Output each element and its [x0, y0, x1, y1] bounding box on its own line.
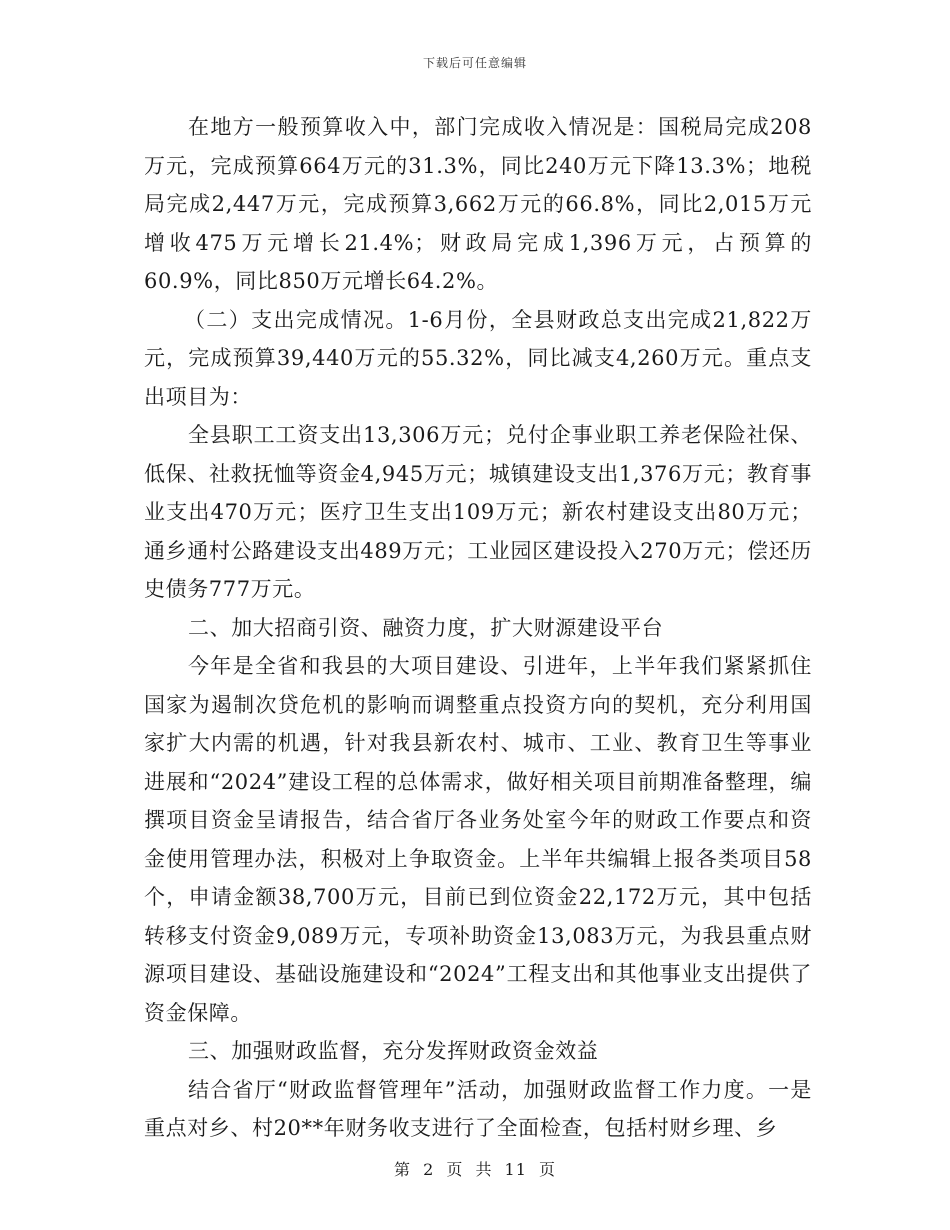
paragraph-project-funding: 今年是全省和我县的大项目建设、引进年，上半年我们紧紧抓住国家为遏制次贷危机的影响而调整重点投资方向的契机，充分利用国家扩大内需的机遇，针对我县新农村、城市、工业、教育卫生等事业进展和“2024”建设工程的总体需求，做好相关项目前期准备整理，编撰项目资金呈请报告，结合省厅各业务处室今年的财政工作要点和资金使用管理办法，积极对上争取资金。上半年共编辑上报各类项目58个，申请金额38,700万元，目前已到位资金22,172万元，其中包括转移支付资金9,089万元，专项补助资金13,083万元，为我县重点财源项目建设、基础设施建设和“2024”工程支出和其他事业支出提供了资金保障。 [144, 654, 812, 1025]
header-note: 下载后可任意编辑 [422, 56, 527, 70]
paragraph-revenue-by-department: 在地方一般预算收入中，部门完成收入情况是：国税局完成208万元，完成预算664万元的31.3%，同比240万元下降13.3%；地税局完成2,447万元，完成预算3,662万元的66.8%，同比2,015万元增收475万元增长21.4%；财政局完成1,396万元，占预算的60.9%，同比850万元增长64.2%。 [144, 115, 812, 293]
document-body [144, 108, 812, 1148]
paragraph-supervision: 结合省厅“财政监督管理年”活动，加强财政监督工作力度。一是重点对乡、村20**年财务收支进行了全面检查，包括村财乡理、乡 [144, 1077, 812, 1140]
paragraph-key-expenditures: 全县职工工资支出13,306万元；兑付企事业职工养老保险社保、低保、社救抚恤等资金4,945万元；城镇建设支出1,376万元；教育事业支出470万元；医疗卫生支出109万元；新农村建设支出80万元；通乡通村公路建设支出489万元；工业园区建设投入270万元；偿还历史债务777万元。 [144, 423, 812, 601]
paragraph-expenditure-summary: （二）支出完成情况。1-6月份，全县财政总支出完成21,822万元，完成预算39,440万元的55.32%，同比减支4,260万元。重点支出项目为： [144, 307, 812, 409]
section-heading-investment: 二、加大招商引资、融资力度，扩大财源建设平台 [188, 615, 664, 640]
page-number-footer: 第 2 页 共 11 页 [394, 1160, 556, 1179]
section-heading-supervision: 三、加强财政监督，充分发挥财政资金效益 [188, 1039, 599, 1063]
